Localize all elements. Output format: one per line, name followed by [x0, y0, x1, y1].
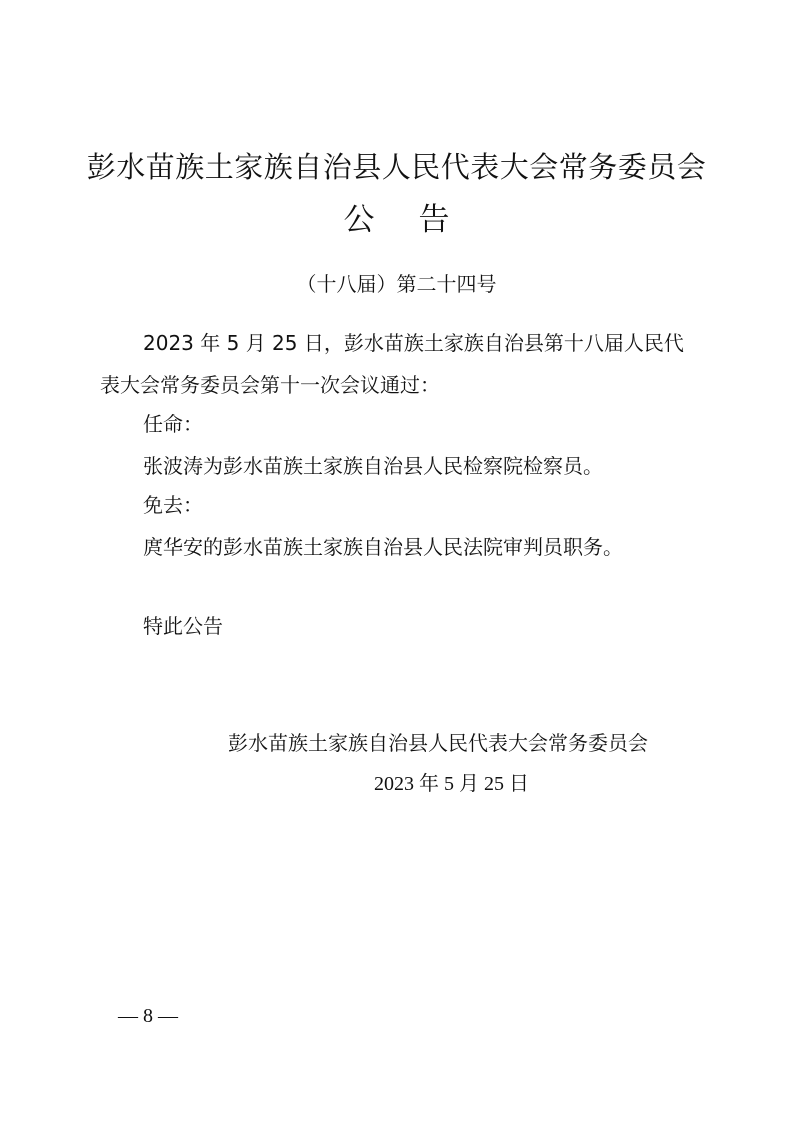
- removal-item: 庹华安的彭水苗族土家族自治县人民法院审判员职务。: [143, 535, 623, 559]
- signature-organization: 彭水苗族土家族自治县人民代表大会常务委员会: [228, 731, 648, 755]
- announcement-title-org: 彭水苗族土家族自治县人民代表大会常务委员会: [86, 150, 707, 184]
- page-number: — 8 —: [118, 1005, 178, 1027]
- paragraph-line-2: 表大会常务委员会第十一次会议通过：: [100, 373, 440, 397]
- closing-statement: 特此公告: [143, 614, 223, 638]
- paragraph-line-1: 2023 年 5 月 25 日，彭水苗族土家族自治县第十八届人民代: [143, 331, 684, 355]
- announcement-title: 公告: [343, 202, 494, 238]
- appointment-item: 张波涛为彭水苗族土家族自治县人民检察院检察员。: [143, 454, 603, 478]
- signature-date: 2023 年 5 月 25 日: [374, 773, 529, 795]
- appointment-heading: 任命：: [143, 412, 203, 436]
- document-number: （十八届）第二十四号: [296, 272, 497, 296]
- removal-heading: 免去：: [143, 493, 203, 517]
